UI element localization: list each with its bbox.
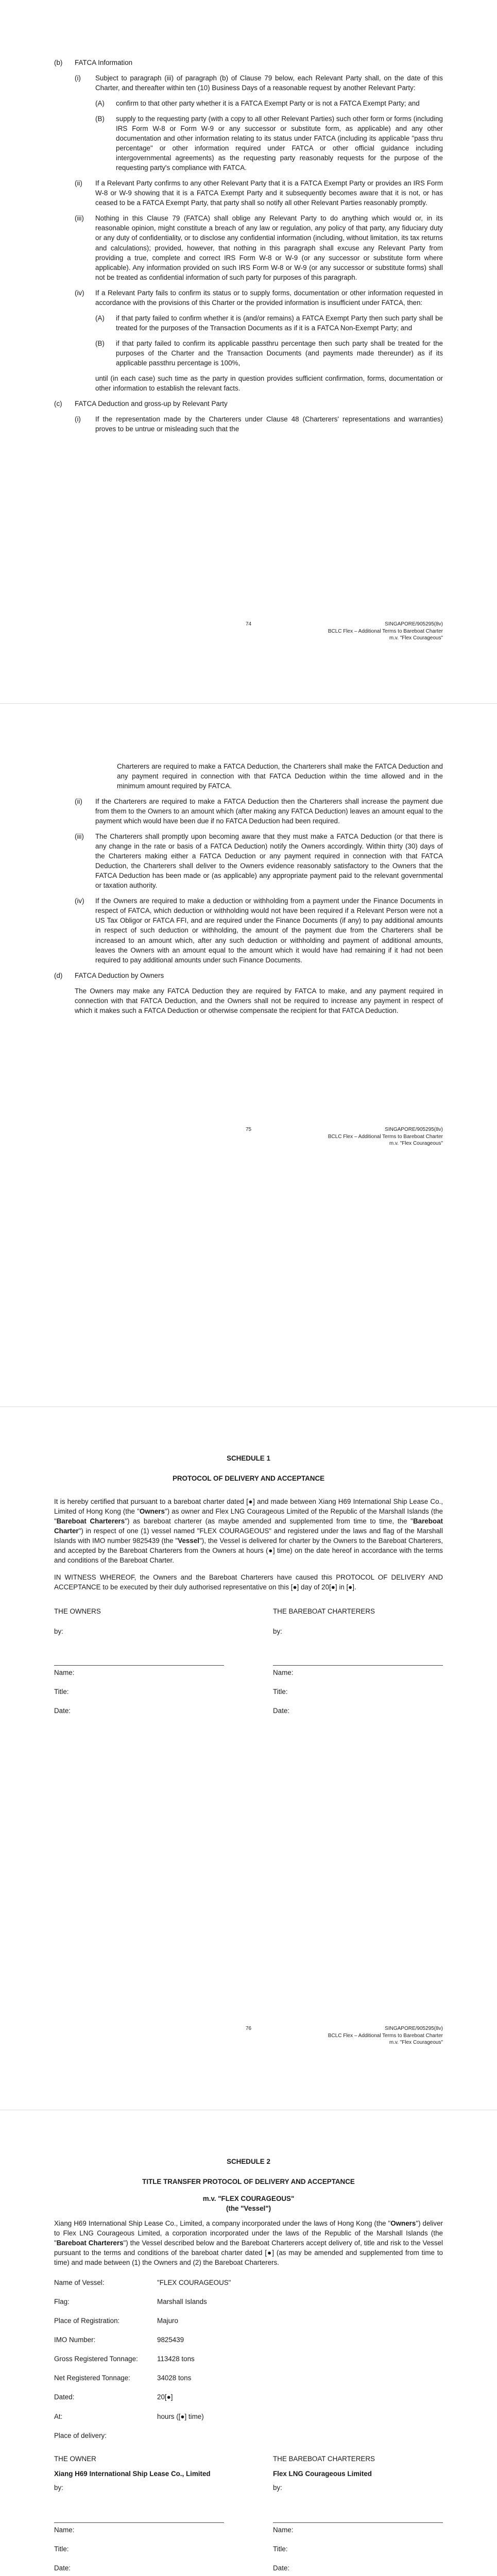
party-heading: THE OWNER — [54, 2454, 96, 2463]
clause-text: If the representation made by the Charterers under Clause 48 (Charterers' representations and warranties) proves to be untrue or misleading such that the — [95, 415, 443, 433]
clause-title: FATCA Information — [75, 59, 133, 66]
clause-b-iv-A — [95, 313, 443, 333]
clause-c-i-cont — [117, 761, 443, 791]
clause-text: Charterers are required to make a FATCA Deduction, the Charterers shall make the FATCA Deduction and any payment required in connection with that FATCA Deduction within the time allowed and in the minimum amount required by FATCA. — [117, 762, 443, 790]
clause-b-iii — [75, 213, 443, 282]
charterers-signature — [273, 2454, 443, 2573]
clause-number: (A) — [95, 99, 105, 108]
schedule-title: PROTOCOL OF DELIVERY AND ACCEPTANCE — [172, 1475, 325, 1483]
particulars-value: 113428 tons — [157, 2355, 195, 2363]
clause-d-heading — [54, 971, 443, 980]
vessel-name-heading: m.v. "FLEX COURAGEOUS" — [202, 2195, 295, 2203]
clause-text: until (in each case) such time as the party in question provides sufficient confirmation, forms, documentation or other information to establish the relevant facts. — [95, 374, 443, 392]
clause-number: (iv) — [75, 289, 84, 297]
clause-number: (iv) — [75, 897, 84, 905]
clause-number: (i) — [75, 415, 81, 423]
defined-term: Vessel — [178, 1537, 199, 1545]
clause-text: Subject to paragraph (iii) of paragraph (b) of Clause 79 below, each Relevant Party shall, on the date of this Charter, and thereafter within ten (10) Business Days of a reasonable request by another Relevant Party: — [95, 74, 443, 92]
clause-b-iv — [75, 288, 443, 308]
schedule-title: TITLE TRANSFER PROTOCOL OF DELIVERY AND ACCEPTANCE — [142, 2178, 355, 2186]
title-label: Title: — [54, 1688, 69, 1696]
particulars-label: Gross Registered Tonnage: — [54, 2355, 138, 2363]
by-label: by: — [273, 1628, 282, 1636]
defined-term: Bareboat Charter — [54, 1517, 443, 1535]
footer-ref-line: m.v. "Flex Courageous" — [389, 635, 443, 641]
particulars-row — [54, 2354, 231, 2373]
clause-b-i — [75, 73, 443, 93]
party-heading: THE OWNERS — [54, 1607, 101, 1616]
party-heading: THE BAREBOAT CHARTERERS — [273, 2454, 375, 2463]
text-run: Xiang H69 International Ship Lease Co., Limited, a company incorporated under the laws of Hong Kong (the " — [54, 2219, 391, 2228]
clause-number: (i) — [75, 74, 81, 82]
particulars-value: Marshall Islands — [157, 2298, 207, 2306]
date-label: Date: — [54, 2564, 71, 2572]
clause-b-iv-tail — [75, 374, 443, 393]
page-number: 75 — [245, 1127, 252, 1132]
defined-term: Owners — [139, 1507, 165, 1516]
clause-number: (c) — [54, 399, 62, 408]
particulars-value: "FLEX COURAGEOUS" — [157, 2279, 231, 2287]
particulars-label: Dated: — [54, 2393, 75, 2401]
clause-number: (iii) — [75, 214, 84, 223]
page-footer — [54, 1126, 443, 1147]
clause-number: (B) — [95, 115, 105, 123]
vessel-particulars-table — [54, 2278, 231, 2449]
footer-ref-line: BCLC Flex – Additional Terms to Bareboat Charter — [328, 1133, 443, 1140]
signature-line[interactable] — [54, 2514, 224, 2523]
clause-number: (iii) — [75, 833, 84, 841]
signature-line[interactable] — [54, 1657, 224, 1666]
text-run: "), the Vessel is delivered for charter by the Owners to the Bareboat Charterers, and accepted by the Bareboat Charterers from the Owners at hours (●] time) on the date hereof in accordance with the terms and conditions of the Bareboat Charter. — [54, 1537, 443, 1565]
clause-number: (b) — [54, 59, 63, 66]
text-run: ") the Vessel described below and the Bareboat Charterers accept delivery of, title and risk to the Vessel pursuant to the terms and conditions of the bareboat charter dated [●] (as may be amended and supplemented from time to time) and made between (1) the Owners and (2) the Bareboat Charterers. — [54, 2239, 443, 2267]
page-footer — [54, 621, 443, 642]
by-label: by: — [54, 1628, 63, 1636]
clause-text: If a Relevant Party fails to confirm its status or to supply forms, documentation or other information requested in accordance with the provisions of this Charter or the provided information is insufficient under FATCA, then: — [95, 289, 443, 307]
clause-text: If the Charterers are required to make a FATCA Deduction then the Charterers shall increase the payment due from them to the Owners to an amount which (after making any FATCA Deduction) leaves an amount equal to the payment which would have been due if no FATCA Deduction had been required. — [95, 798, 443, 825]
text-run: ") as owner and Flex LNG Courageous Limited of the Republic of the Marshall Islands (the " — [54, 1507, 443, 1526]
defined-term: Bareboat Charterers — [56, 1517, 125, 1526]
particulars-label: Place of Registration: — [54, 2317, 120, 2325]
title-label: Title: — [273, 1688, 288, 1696]
clause-d-text — [75, 986, 443, 1015]
clause-title: FATCA Deduction by Owners — [75, 971, 164, 979]
clause-b-ii — [75, 178, 443, 208]
particulars-label: At: — [54, 2412, 63, 2420]
date-label: Date: — [273, 2564, 290, 2572]
particulars-row — [54, 2316, 231, 2335]
defined-term: Bareboat Charterers — [56, 2239, 124, 2247]
particulars-value — [157, 2431, 231, 2450]
particulars-value: hours ([●] time) — [157, 2412, 204, 2420]
page-number: 74 — [245, 621, 252, 627]
footer-ref-line: m.v. "Flex Courageous" — [389, 2040, 443, 2045]
clause-text: If a Relevant Party confirms to any other Relevant Party that it is a FATCA Exempt Party or provides an IRS Form W-8 or W-9 showing that it is a FATCA Exempt Party and it subsequently becomes aware that it is not, or has ceased to be a FATCA Exempt Party, that party shall so notify all other Relevant Parties reasonably promptly. — [95, 179, 443, 207]
schedule-heading: SCHEDULE 1 — [227, 1454, 270, 1462]
clause-b-iv-B — [95, 338, 443, 368]
clause-c-iv — [75, 896, 443, 964]
clause-number: (d) — [54, 971, 63, 979]
transfer-paragraph — [54, 2218, 443, 2267]
witness-paragraph: IN WITNESS WHEREOF, the Owners and the Bareboat Charterers have caused this PROTOCOL OF DELIVERY AND ACCEPTANCE to be executed by their duly authorised representative on this [●] day of 20[●] in [●]. — [54, 1573, 443, 1591]
owner-signature — [54, 2454, 224, 2573]
text-run: ") as bareboat charterer (as maybe amended and supplemented from time to time, the " — [125, 1517, 413, 1526]
name-label: Name: — [273, 2526, 294, 2534]
page-77 — [0, 2110, 497, 2576]
particulars-label: Flag: — [54, 2298, 70, 2306]
particulars-row — [54, 2278, 231, 2297]
date-label: Date: — [273, 1707, 290, 1715]
defined-term: Owners — [390, 2219, 416, 2228]
clause-text: if that party failed to confirm whether it is (and/or remains) a FATCA Exempt Party then such party shall be treated for the purposes of the Transaction Documents as if it is a FATCA Non-Exempt Party; and — [116, 314, 443, 332]
clause-text: Nothing in this Clause 79 (FATCA) shall oblige any Relevant Party to do anything which would or, in its reasonable opinion, might constitute a breach of any law or regulation, any policy of that party, any fiduciary duty or any duty of confidentiality, or to disclose any confidential information (including, without limitation, its tax returns and calculations); provided, however, that nothing in this paragraph shall excuse any Relevant Party from providing a true, complete and correct IRS Form W-8 or W-9 (or any successor or substitute form where applicable). Any information provided on such IRS Form W-8 or W-9 (or any successor or substitute forms) shall not be treated as confidential information of such party for purposes of this paragraph. — [95, 214, 443, 281]
title-label: Title: — [273, 2545, 288, 2553]
page-74 — [0, 0, 497, 703]
name-label: Name: — [273, 1669, 294, 1677]
clause-title: FATCA Deduction and gross-up by Relevant Party — [75, 399, 228, 408]
schedule-heading: SCHEDULE 2 — [227, 2158, 270, 2165]
clause-text: The Owners may make any FATCA Deduction they are required by FATCA to make, and any payment required in connection with that FATCA Deduction, and the Owners shall not be required to increase any payment in respect of which it makes such a FATCA Deduction or otherwise compensate the recipient for that FATCA Deduction. — [75, 987, 443, 1014]
footer-ref-line: BCLC Flex – Additional Terms to Bareboat Charter — [328, 628, 443, 634]
signature-line[interactable] — [273, 2514, 443, 2523]
particulars-label: IMO Number: — [54, 2336, 96, 2344]
particulars-row — [54, 2335, 231, 2354]
clause-c-heading — [54, 399, 443, 409]
clause-number: (ii) — [75, 179, 82, 188]
clause-text: The Charterers shall promptly upon becoming aware that they must make a FATCA Deduction (or that there is any change in the rate or basis of a FATCA Deduction) notify the Owners accordingly. Within thirty (30) days of the Charterers making either a FATCA Deduction or any payment required in connection with that FATCA Deduction, the Charterers shall deliver to the Owners evidence reasonably satisfactory to the Owners that the FATCA Deduction has been made or (as applicable) any appropriate payment paid to the relevant governmental or taxation authority. — [95, 833, 443, 890]
footer-ref-line: SINGAPORE/905295(8v) — [385, 621, 443, 627]
clause-b-heading — [54, 58, 443, 67]
particulars-value: 9825439 — [157, 2336, 184, 2344]
signature-block — [54, 2454, 443, 2573]
particulars-label: Net Registered Tonnage: — [54, 2374, 130, 2382]
page-76 — [0, 1406, 497, 2110]
footer-ref-line: SINGAPORE/905295(8v) — [385, 1127, 443, 1132]
clause-b-i-B — [95, 114, 443, 173]
clause-text: confirm to that other party whether it is a FATCA Exempt Party or is not a FATCA Exempt Party; and — [116, 99, 420, 108]
clause-c-i — [75, 414, 443, 434]
name-label: Name: — [54, 2526, 75, 2534]
clause-number: (A) — [95, 314, 105, 322]
page-75 — [0, 703, 497, 1406]
particulars-label: Name of Vessel: — [54, 2279, 105, 2287]
protocol-paragraph — [54, 1497, 443, 1565]
footer-ref-line: SINGAPORE/905295(8v) — [385, 2026, 443, 2031]
clause-c-ii — [75, 796, 443, 826]
particulars-value: 34028 tons — [157, 2374, 192, 2382]
signature-block — [54, 1606, 443, 1716]
page-number: 76 — [245, 2026, 252, 2031]
text-run: It is hereby certified that pursuant to a bareboat charter dated [●] and made between Xiang H69 International Ship Lease Co., Limited of Hong Kong (the " — [54, 1498, 443, 1516]
particulars-row — [54, 2297, 231, 2316]
charterers-signature — [273, 1606, 443, 1716]
text-run: ") deliver to Flex LNG Courageous Limited, a corporation incorporated under the laws of the Republic of the Marshall Islands (the " — [54, 2219, 443, 2247]
name-label: Name: — [54, 1669, 75, 1677]
owners-signature — [54, 1606, 224, 1716]
clause-c-iii — [75, 832, 443, 890]
footer-ref-line: BCLC Flex – Additional Terms to Bareboat Charter — [328, 2032, 443, 2039]
footer-ref-line: m.v. "Flex Courageous" — [389, 1141, 443, 1146]
particulars-row — [54, 2373, 231, 2392]
party-name: Xiang H69 International Ship Lease Co., Limited — [54, 2469, 211, 2478]
particulars-label: Place of delivery: — [54, 2431, 107, 2439]
clause-text: if that party failed to confirm its applicable passthru percentage then such party shall be treated for the purposes of the Charter and the Transaction Documents (and payments made thereunder) as if its applicable passthru percentage is 100%, — [116, 339, 443, 367]
clause-b-i-A — [95, 98, 443, 108]
clause-text: If the Owners are required to make a deduction or withholding from a payment under the Finance Documents in respect of FATCA, which deduction or withholding would not have been required if a Relevant Person were not a US Tax Obligor or FATCA FFI, and are required under the Finance Documents (if any) to pay additional amounts in respect of such deduction or withholding, the amount of the payment due from the Charterers shall be increased to an amount which, after any such deduction or withholding and payment of additional amounts, leaves the Owners with an amount equal to the amount which it would have had remaining if it had not been required to pay additional amounts under such Finance Documents. — [95, 897, 443, 964]
particulars-value: Majuro — [157, 2317, 178, 2325]
party-heading: THE BAREBOAT CHARTERERS — [273, 1607, 375, 1616]
particulars-row — [54, 2392, 231, 2411]
signature-line[interactable] — [273, 1657, 443, 1666]
by-label: by: — [54, 2483, 63, 2492]
clause-number: (ii) — [75, 798, 82, 806]
party-name: Flex LNG Courageous Limited — [273, 2469, 372, 2478]
particulars-row — [54, 2412, 231, 2431]
text-run: ") in respect of one (1) vessel named "FLEX COURAGEOUS" and registered under the laws and flag of the Marshall Islands with IMO number 9825439 (the " — [54, 1527, 443, 1545]
particulars-value: 20[●] — [157, 2393, 173, 2401]
particulars-row — [54, 2431, 231, 2450]
title-label: Title: — [54, 2545, 69, 2553]
clause-number: (B) — [95, 339, 105, 347]
page-footer — [54, 2025, 443, 2046]
clause-text: supply to the requesting party (with a copy to all other Relevant Parties) such other form or forms (including IRS Form W-8 or Form W-9 or any successor or substitute form, as applicable) and any other documentation and other information relating to its status under FATCA (including its applicable "pass thru percentage" or other information required under FATCA or other official guidance including intergovernmental agreements) as the requesting party reasonably requests for the purpose of the requesting party's compliance with FATCA. — [116, 115, 443, 172]
vessel-definition: (the "Vessel") — [226, 2205, 271, 2213]
date-label: Date: — [54, 1707, 71, 1715]
by-label: by: — [273, 2483, 282, 2492]
